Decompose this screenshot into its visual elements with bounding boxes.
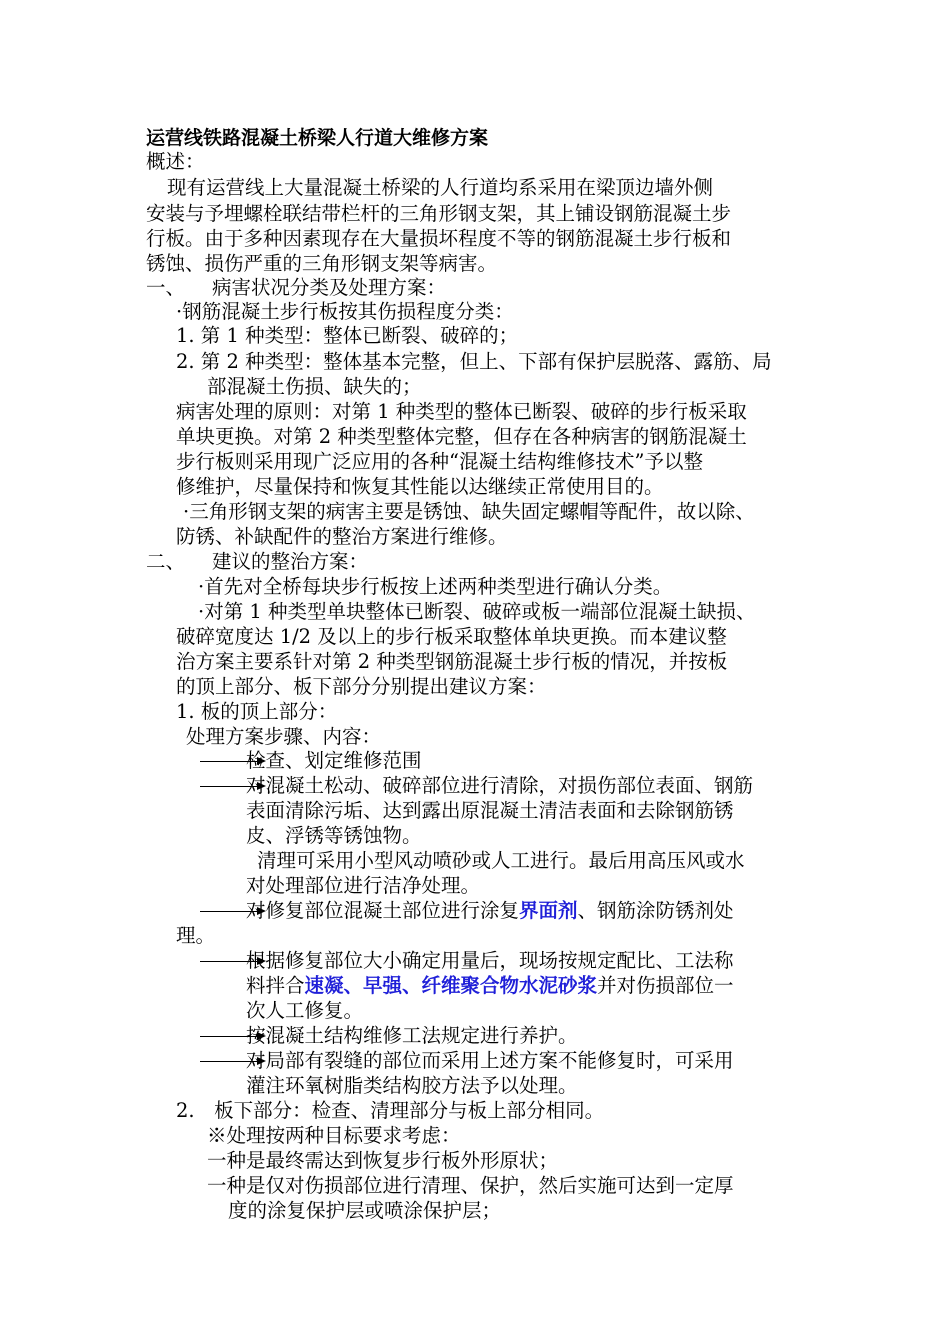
step-2-line: 皮、浮锈等锈蚀物。 — [246, 824, 422, 847]
overview-line: 锈蚀、损伤严重的三角形钢支架等病害。 — [146, 252, 498, 275]
type2-item-cont: 部混凝土伤损、缺失的； — [207, 375, 422, 398]
step-4-line — [246, 974, 734, 998]
interface-agent-highlight: 界面剂 — [519, 899, 578, 922]
type2-item: 2. 第 2 种类型：整体基本完整，但上、下部有保护层脱落、露筋、局 — [176, 350, 772, 373]
step-2-line: 表面清除污垢、达到露出原混凝土清洁表面和去除钢筋锈 — [246, 799, 734, 822]
step-6-line: 对局部有裂缝的部位而采用上述方案不能修复时，可采用 — [246, 1049, 734, 1072]
type1-item: 1. 第 1 种类型：整体已断裂、破碎的； — [176, 324, 519, 347]
overview-line: 行板。由于多种因素现存在大量损坏程度不等的钢筋混凝土步行板和 — [146, 227, 732, 250]
step-3 — [246, 899, 734, 923]
step-3-text: 对修复部位混凝土部位进行涂复 — [246, 899, 520, 922]
principle-line: 单块更换。对第 2 种类型整体完整，但存在各种病害的钢筋混凝土 — [176, 425, 747, 448]
step-4-text: 并对伤损部位一 — [597, 974, 734, 997]
principle-line: 步行板则采用现广泛应用的各种“混凝土结构维修技术”予以整 — [176, 450, 703, 473]
section2-bullet: ·首先对全桥每块步行板按上述两种类型进行确认分类。 — [198, 575, 673, 598]
step-4-line: 根据修复部位大小确定用量后，现场按规定配比、工法称 — [246, 949, 734, 972]
option-1: 一种是最终需达到恢复步行板外形原状； — [207, 1149, 559, 1172]
note-line: ※处理按两种目标要求考虑： — [207, 1124, 461, 1147]
step-6-line: 灌注环氧树脂类结构胶方法予以处理。 — [246, 1074, 578, 1097]
section2-para-line: 的顶上部分、板下部分分别提出建议方案： — [176, 675, 547, 698]
mortar-highlight: 速凝、早强、纤维聚合物水泥砂浆 — [304, 974, 598, 997]
steel-line: ·三角形钢支架的病害主要是锈蚀、缺失固定螺帽等配件，故以除、 — [183, 500, 755, 523]
section1-bullet: ·钢筋混凝土步行板按其伤损程度分类： — [176, 300, 514, 323]
option-2: 一种是仅对伤损部位进行清理、保护，然后实施可达到一定厚 — [207, 1174, 734, 1197]
step-2-note: 对处理部位进行洁净处理。 — [246, 874, 481, 897]
bottom-part-label: 2. 板下部分：检查、清理部分与板上部分相同。 — [176, 1099, 605, 1122]
steel-line: 防锈、补缺配件的整治方案进行维修。 — [176, 525, 508, 548]
step-4-text: 料拌合 — [246, 974, 305, 997]
step-1: 检查、划定维修范围 — [246, 749, 422, 772]
section1-number: 一、 — [146, 276, 186, 299]
step-3-text: 、钢筋涂防锈剂处 — [577, 899, 734, 922]
step-3-tail: 理。 — [176, 924, 216, 947]
doc-title: 运营线铁路混凝土桥梁人行道大维修方案 — [146, 127, 489, 149]
section2-para-line: ·对第 1 种类型单块整体已断裂、破碎或板一端部位混凝土缺损、 — [198, 600, 756, 623]
step-2-note: 清理可采用小型风动喷砂或人工进行。最后用高压风或水 — [257, 849, 745, 872]
section2-heading: 建议的整治方案： — [212, 550, 369, 573]
section2-number: 二、 — [146, 550, 186, 573]
step-2-line: 对混凝土松动、破碎部位进行清除，对损伤部位表面、钢筋 — [246, 774, 754, 797]
section2-para-line: 破碎宽度达 1/2 及以上的步行板采取整体单块更换。而本建议整 — [176, 625, 727, 648]
overview-line: 安装与予埋螺栓联结带栏杆的三角形钢支架，其上铺设钢筋混凝土步 — [146, 202, 732, 225]
principle-line: 修维护，尽量保持和恢复其性能以达继续正常使用目的。 — [176, 475, 664, 498]
step-5: 按混凝土结构维修工法规定进行养护。 — [246, 1024, 578, 1047]
section2-para-line: 治方案主要系针对第 2 种类型钢筋混凝土步行板的情况，并按板 — [176, 650, 728, 673]
principle-line: 病害处理的原则：对第 1 种类型的整体已断裂、破碎的步行板采取 — [176, 400, 747, 423]
overview-line: 现有运营线上大量混凝土桥梁的人行道均系采用在梁顶边墙外侧 — [167, 176, 714, 199]
overview-label: 概述： — [146, 150, 205, 173]
option-2-cont: 度的涂复保护层或喷涂保护层； — [228, 1199, 502, 1222]
section1-heading: 病害状况分类及处理方案： — [212, 276, 447, 299]
top-part-label: 1. 板的顶上部分： — [176, 700, 338, 723]
step-4-line: 次人工修复。 — [246, 999, 364, 1022]
steps-label: 处理方案步骤、内容： — [186, 725, 382, 748]
